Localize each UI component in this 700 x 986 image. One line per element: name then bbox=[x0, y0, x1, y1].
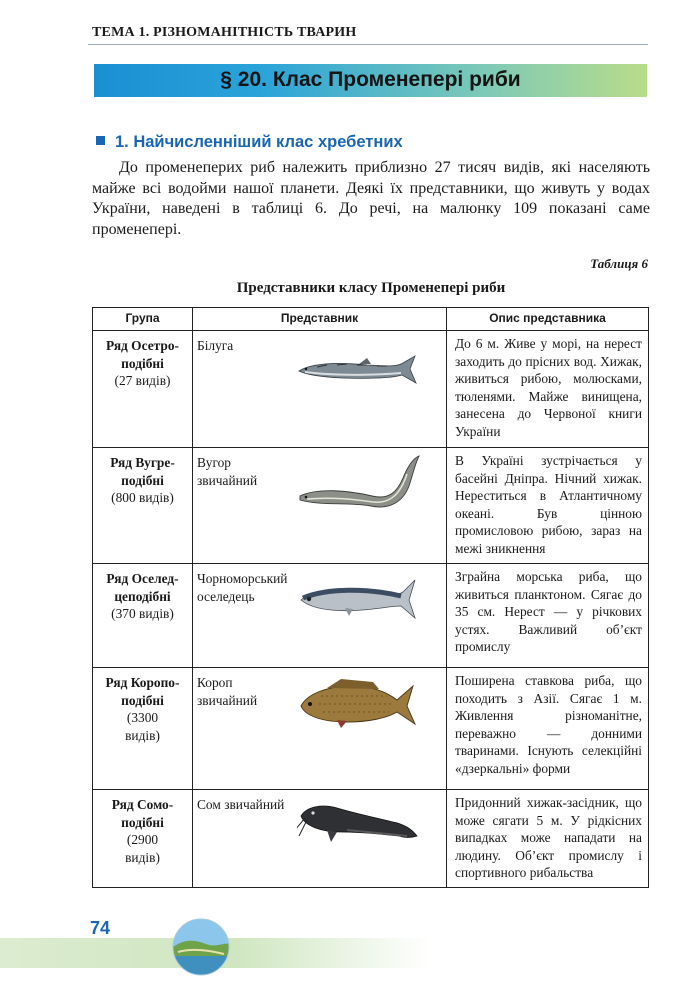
representative-name: Білуга bbox=[197, 338, 234, 353]
catfish-icon bbox=[297, 796, 421, 854]
representative-cell bbox=[193, 668, 447, 790]
group-cell bbox=[93, 331, 193, 448]
group-name: Ряд Вугре-подібні bbox=[110, 455, 175, 488]
table-label: Таблиця 6 bbox=[590, 256, 648, 271]
group-count: (370 видів) bbox=[111, 606, 174, 621]
group-count: (3300 видів) bbox=[125, 710, 160, 743]
representative-cell bbox=[193, 790, 447, 888]
table-title: Представники класу Променепері риби bbox=[236, 280, 506, 296]
sturgeon-icon bbox=[297, 353, 417, 389]
table-row bbox=[93, 668, 649, 790]
description-cell: Придонний хижак-засідник, що може сягати 5 м. У рідкісних випадках може нападати на людину. Об’єкт промислу і спортивного рибальства bbox=[447, 790, 649, 888]
page-number: 74 bbox=[90, 918, 111, 938]
group-count: (27 видів) bbox=[114, 373, 171, 388]
description-cell: До 6 м. Живе у морі, на нерест заходить до прісних вод. Хижак, живиться рибою, молюсками, тюленями. Майже винищена, занесена до Червоної книги України bbox=[447, 331, 649, 448]
section-banner bbox=[94, 64, 647, 97]
eel-icon bbox=[297, 452, 423, 514]
description-cell: В Україні зустрічається у басейні Дніпра. Нічний хижак. Нереститься в Атлантичному океані. Був цінною промисловою рибою, зараз на межі зникнення bbox=[447, 448, 649, 564]
globe-landscape-icon bbox=[172, 918, 230, 976]
topic-header: ТЕМА 1. РІЗНОМАНІТНІСТЬ ТВАРИН bbox=[92, 25, 357, 40]
section-heading-text: 1. Найчисленніший клас хребетних bbox=[115, 133, 403, 151]
group-cell bbox=[93, 790, 193, 888]
carp-icon bbox=[297, 676, 417, 730]
intro-paragraph bbox=[92, 158, 650, 240]
table-header-row bbox=[93, 308, 649, 331]
representative-name: Вугор звичайний bbox=[197, 455, 258, 488]
representative-name: Короп звичайний bbox=[197, 675, 258, 708]
group-count: (800 видів) bbox=[111, 490, 174, 505]
group-name: Ряд Осетро-подібні bbox=[105, 338, 179, 371]
description-cell: Поширена ставкова риба, що походить з Азії. Сягає 1 м. Живлення різноманітне, переважно — донними тваринами. Існують селекційні «дзеркальні» форми bbox=[447, 668, 649, 790]
representative-name: Чорноморський оселедець bbox=[197, 571, 288, 604]
table-row bbox=[93, 331, 649, 448]
group-name: Ряд Коропо-подібні bbox=[105, 675, 180, 708]
herring-icon bbox=[297, 574, 417, 624]
group-cell bbox=[93, 448, 193, 564]
table-row bbox=[93, 448, 649, 564]
header-group: Група bbox=[93, 308, 193, 331]
representative-name: Сом звичайний bbox=[197, 797, 285, 812]
group-name: Ряд Оселед-цеподібні bbox=[106, 571, 179, 604]
header-divider bbox=[88, 44, 648, 45]
fish-table bbox=[92, 307, 649, 888]
representative-cell bbox=[193, 448, 447, 564]
square-bullet-icon bbox=[96, 136, 105, 145]
representative-cell bbox=[193, 564, 447, 668]
group-name: Ряд Сомо-подібні bbox=[111, 797, 174, 830]
table-row bbox=[93, 790, 649, 888]
section-heading bbox=[96, 133, 403, 152]
group-count: (2900 видів) bbox=[125, 832, 160, 865]
group-cell bbox=[93, 668, 193, 790]
header-representative: Представник bbox=[193, 308, 447, 331]
page-title: § 20. Клас Променепері риби bbox=[220, 68, 521, 91]
intro-text: До променеперих риб належить приблизно 27 тисяч видів, які населяють майже всі водойми нашої планети. Деякі їх представники, що живуть у водах України, наведені в таблиці 6. До речі, на малюнку 109 показані саме променепері. bbox=[92, 159, 650, 238]
description-cell: Зграйна морська риба, що живиться планктоном. Сягає до 35 см. Нерест — у річкових устях. Важливий об’єкт промислу bbox=[447, 564, 649, 668]
table-row bbox=[93, 564, 649, 668]
header-description: Опис представника bbox=[447, 308, 649, 331]
representative-cell bbox=[193, 331, 447, 448]
group-cell bbox=[93, 564, 193, 668]
